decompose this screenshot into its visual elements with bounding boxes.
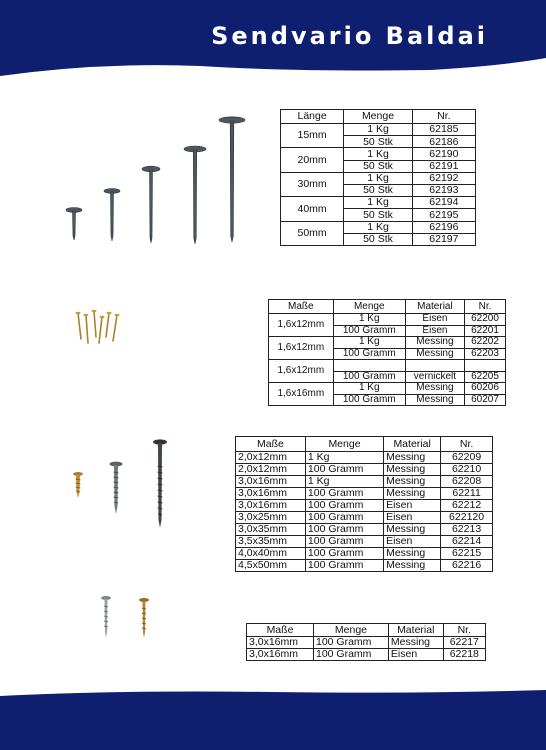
material-cell: Messing xyxy=(384,560,441,572)
quantity-cell: 50 Stk xyxy=(344,136,413,148)
quantity-cell: 100 Gramm xyxy=(333,348,405,360)
quantity-cell: 100 Gramm xyxy=(305,548,383,560)
pins-table xyxy=(268,299,506,406)
quantity-cell: 50 Stk xyxy=(344,184,413,196)
column-header-size: Maße xyxy=(236,437,306,452)
header-band xyxy=(0,0,546,80)
column-header-number: Nr. xyxy=(464,300,505,314)
length-cell: 20mm xyxy=(281,148,344,172)
column-header-quantity: Menge xyxy=(344,110,413,124)
number-cell: 62201 xyxy=(464,325,505,337)
number-cell: 62213 xyxy=(441,524,493,536)
material-cell: Messing xyxy=(384,452,441,464)
size-cell: 3,0x16mm xyxy=(247,637,314,649)
size-cell: 1,6x12mm xyxy=(269,314,334,337)
nail-length-table xyxy=(280,109,476,246)
quantity-cell: 100 Gramm xyxy=(305,536,383,548)
column-header-material: Material xyxy=(388,624,443,637)
size-cell: 3,0x16mm xyxy=(247,649,314,661)
quantity-cell: 1 Kg xyxy=(344,148,413,160)
number-cell: 62208 xyxy=(441,476,493,488)
size-cell: 4,5x50mm xyxy=(236,560,306,572)
number-cell: 62210 xyxy=(441,464,493,476)
column-header-number: Nr. xyxy=(441,437,493,452)
quantity-cell: 100 Gramm xyxy=(313,649,388,661)
quantity-cell: 1 Kg xyxy=(333,314,405,326)
table-row xyxy=(236,560,493,572)
material-cell: Messing xyxy=(384,476,441,488)
number-cell: 62205 xyxy=(464,371,505,383)
table-row xyxy=(236,500,493,512)
number-cell: 62214 xyxy=(441,536,493,548)
table-row xyxy=(236,476,493,488)
number-cell: 62191 xyxy=(412,160,475,172)
quantity-cell: 100 Gramm xyxy=(305,464,383,476)
material-cell xyxy=(405,360,464,372)
column-header-quantity: Menge xyxy=(333,300,405,314)
quantity-cell: 1 Kg xyxy=(305,452,383,464)
number-cell: 62218 xyxy=(443,649,485,661)
material-cell: vernickelt xyxy=(405,371,464,383)
brass-pins-image xyxy=(72,307,128,347)
screws-image xyxy=(66,436,176,532)
number-cell: 62215 xyxy=(441,548,493,560)
quantity-cell: 100 Gramm xyxy=(305,560,383,572)
small-screws-image xyxy=(96,594,156,644)
material-cell: Eisen xyxy=(384,512,441,524)
material-cell: Messing xyxy=(384,548,441,560)
quantity-cell: 100 Gramm xyxy=(333,394,405,406)
table-row xyxy=(236,536,493,548)
material-cell: Messing xyxy=(384,488,441,500)
size-cell: 3,0x35mm xyxy=(236,524,306,536)
number-cell: 62185 xyxy=(412,124,475,136)
column-header-length: Länge xyxy=(281,110,344,124)
quantity-cell xyxy=(333,360,405,372)
material-cell: Eisen xyxy=(405,314,464,326)
table-row xyxy=(236,488,493,500)
material-cell: Eisen xyxy=(384,536,441,548)
column-header-size: Maße xyxy=(247,624,314,637)
quantity-cell: 100 Gramm xyxy=(305,524,383,536)
material-cell: Messing xyxy=(405,337,464,349)
number-cell: 62217 xyxy=(443,637,485,649)
number-cell: 60206 xyxy=(464,383,505,395)
quantity-cell: 1 Kg xyxy=(344,221,413,233)
quantity-cell: 1 Kg xyxy=(344,124,413,136)
quantity-cell: 100 Gramm xyxy=(333,325,405,337)
column-header-quantity: Menge xyxy=(305,437,383,452)
table-row xyxy=(281,197,476,209)
number-cell: 62193 xyxy=(412,184,475,196)
number-cell xyxy=(464,360,505,372)
table-row xyxy=(269,314,506,326)
size-cell: 3,0x25mm xyxy=(236,512,306,524)
material-cell: Messing xyxy=(405,383,464,395)
quantity-cell: 100 Gramm xyxy=(333,371,405,383)
number-cell: 62190 xyxy=(412,148,475,160)
length-cell: 30mm xyxy=(281,172,344,196)
number-cell: 62194 xyxy=(412,197,475,209)
table-row xyxy=(247,637,486,649)
quantity-cell: 1 Kg xyxy=(305,476,383,488)
size-cell: 3,0x16mm xyxy=(236,476,306,488)
number-cell: 62195 xyxy=(412,209,475,221)
number-cell: 62209 xyxy=(441,452,493,464)
table-row xyxy=(269,337,506,349)
table-row xyxy=(247,649,486,661)
number-cell: 62203 xyxy=(464,348,505,360)
number-cell: 62216 xyxy=(441,560,493,572)
size-cell: 1,6x16mm xyxy=(269,383,334,406)
page-title: Sendvario Baldai xyxy=(211,22,488,50)
quantity-cell: 100 Gramm xyxy=(313,637,388,649)
quantity-cell: 50 Stk xyxy=(344,209,413,221)
column-header-quantity: Menge xyxy=(313,624,388,637)
size-cell: 1,6x12mm xyxy=(269,360,334,383)
size-cell: 2,0x12mm xyxy=(236,452,306,464)
column-header-number: Nr. xyxy=(443,624,485,637)
size-cell: 3,5x35mm xyxy=(236,536,306,548)
quantity-cell: 50 Stk xyxy=(344,160,413,172)
table-row xyxy=(236,512,493,524)
number-cell: 62211 xyxy=(441,488,493,500)
number-cell: 62197 xyxy=(412,233,475,245)
material-cell: Messing xyxy=(384,464,441,476)
material-cell: Messing xyxy=(405,394,464,406)
column-header-number: Nr. xyxy=(412,110,475,124)
column-header-material: Material xyxy=(384,437,441,452)
quantity-cell: 100 Gramm xyxy=(305,488,383,500)
number-cell: 62200 xyxy=(464,314,505,326)
size-cell: 4,0x40mm xyxy=(236,548,306,560)
quantity-cell: 100 Gramm xyxy=(305,500,383,512)
quantity-cell: 1 Kg xyxy=(344,172,413,184)
table-row xyxy=(236,548,493,560)
material-cell: Messing xyxy=(405,348,464,360)
quantity-cell: 1 Kg xyxy=(333,337,405,349)
size-cell: 1,6x12mm xyxy=(269,337,334,360)
small-screws-table xyxy=(246,623,486,661)
material-cell: Eisen xyxy=(384,500,441,512)
length-cell: 15mm xyxy=(281,124,344,148)
table-row xyxy=(269,383,506,395)
table-row xyxy=(281,148,476,160)
number-cell: 62212 xyxy=(441,500,493,512)
quantity-cell: 50 Stk xyxy=(344,233,413,245)
footer-wave xyxy=(0,690,546,750)
quantity-cell: 1 Kg xyxy=(344,197,413,209)
material-cell: Eisen xyxy=(388,649,443,661)
size-cell: 3,0x16mm xyxy=(236,500,306,512)
table-row xyxy=(281,221,476,233)
table-row xyxy=(269,360,506,372)
material-cell: Messing xyxy=(384,524,441,536)
number-cell: 62192 xyxy=(412,172,475,184)
quantity-cell: 100 Gramm xyxy=(305,512,383,524)
length-cell: 50mm xyxy=(281,221,344,245)
column-header-size: Maße xyxy=(269,300,334,314)
number-cell: 62196 xyxy=(412,221,475,233)
number-cell: 60207 xyxy=(464,394,505,406)
material-cell: Eisen xyxy=(405,325,464,337)
size-cell: 3,0x16mm xyxy=(236,488,306,500)
table-row xyxy=(236,524,493,536)
material-cell: Messing xyxy=(388,637,443,649)
table-row xyxy=(281,124,476,136)
length-cell: 40mm xyxy=(281,197,344,221)
column-header-material: Material xyxy=(405,300,464,314)
table-row xyxy=(281,172,476,184)
number-cell: 622120 xyxy=(441,512,493,524)
table-row xyxy=(236,452,493,464)
table-row xyxy=(236,464,493,476)
size-cell: 2,0x12mm xyxy=(236,464,306,476)
quantity-cell: 1 Kg xyxy=(333,383,405,395)
screws-table xyxy=(235,436,493,572)
number-cell: 62202 xyxy=(464,337,505,349)
number-cell: 62186 xyxy=(412,136,475,148)
footer-band xyxy=(0,690,546,750)
nails-image xyxy=(60,112,260,252)
